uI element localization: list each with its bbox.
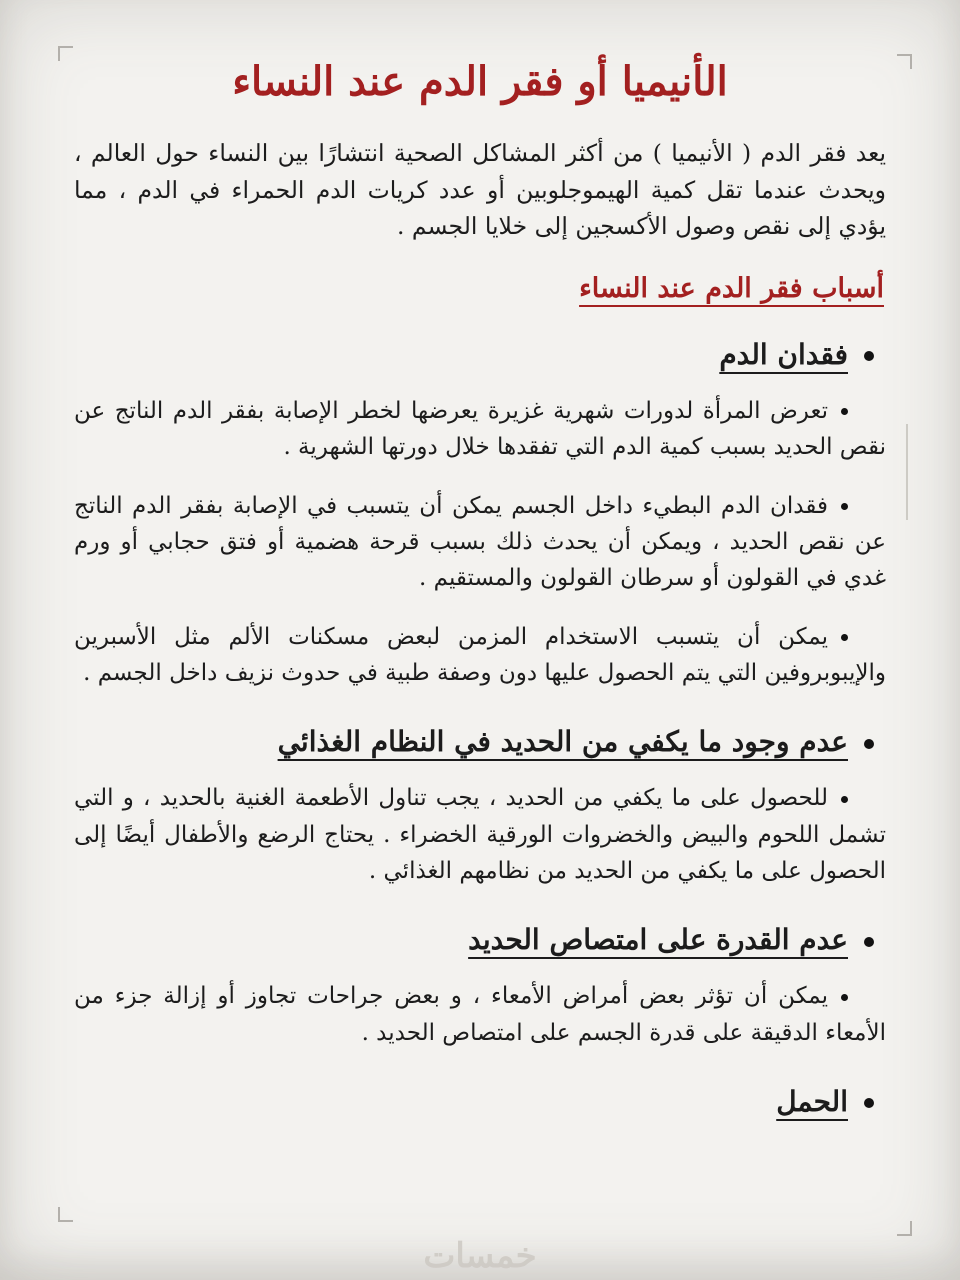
cause-heading <box>74 338 886 371</box>
crop-mark-top-left-icon <box>58 46 73 61</box>
bullet-icon <box>841 796 848 803</box>
bullet-item <box>74 393 886 466</box>
bullet-icon <box>841 503 848 510</box>
cause-heading <box>74 923 886 956</box>
cause-heading-text: الحمل <box>776 1084 848 1118</box>
cause-heading-text: فقدان الدم <box>719 337 848 371</box>
cause-heading-text: عدم وجود ما يكفي من الحديد في النظام الغذائي <box>277 725 848 759</box>
bullet-text: يمكن أن تؤثر بعض أمراض الأمعاء ، و بعض جراحات تجاوز أو إزالة جزء من الأمعاء الدقيقة على قدرة الجسم على امتصاص الحديد . <box>74 983 886 1046</box>
cause-heading <box>74 1085 886 1118</box>
document-content <box>74 58 886 1140</box>
bullet-icon <box>864 351 874 361</box>
bullet-item <box>74 488 886 597</box>
cause-section-iron-absorption <box>74 923 886 1051</box>
causes-heading <box>76 273 884 304</box>
bullet-text: تعرض المرأة لدورات شهرية غزيرة يعرضها لخطر الإصابة بفقر الدم الناتج عن نقص الحديد بسبب كمية الدم التي تفقدها خلال دورتها الشهرية . <box>74 397 886 461</box>
cause-section-diet-iron <box>74 725 886 889</box>
bullet-icon <box>841 994 848 1001</box>
bullet-item <box>74 780 886 889</box>
bullet-icon <box>864 937 874 947</box>
cause-section-pregnancy <box>74 1085 886 1118</box>
bullet-icon <box>864 739 874 749</box>
bullet-icon <box>841 408 848 415</box>
crop-mark-top-right-icon <box>897 54 912 69</box>
causes-heading-text: أسباب فقر الدم عند النساء <box>579 272 884 304</box>
bullet-icon <box>864 1098 874 1108</box>
cause-heading-text: عدم القدرة على امتصاص الحديد <box>468 923 848 957</box>
watermark: خمسات <box>423 1236 537 1276</box>
cause-heading <box>74 725 886 758</box>
crop-mark-bottom-right-icon <box>897 1221 912 1236</box>
intro-paragraph: يعد فقر الدم ( الأنيميا ) من أكثر المشاكل الصحية انتشارًا بين النساء حول العالم ، ويحدث عندما تقل كمية الهيموجلوبين أو عدد كريات الدم الحمراء في الدم ، مما يؤدي إلى نقص وصول الأكسجين إلى خلايا الجسم . <box>74 139 886 241</box>
cause-section-blood-loss <box>74 338 886 691</box>
bullet-text: للحصول على ما يكفي من الحديد ، يجب تناول الأطعمة الغنية بالحديد ، و التي تشمل اللحوم والبيض والخضروات الورقية الخضراء . يحتاج الرضع والأطفال أيضًا إلى الحصول على ما يكفي من الحديد من نظامهم الغذائي . <box>74 785 886 884</box>
bullet-text: يمكن أن يتسبب الاستخدام المزمن لبعض مسكنات الألم مثل الأسبرين والإيبوبروفين التي يتم الحصول عليها دون وصفة طبية في حدوث نزيف داخل الجسم . <box>74 623 886 686</box>
bullet-item <box>74 978 886 1051</box>
bullet-item <box>74 619 886 692</box>
page-title: الأنيميا أو فقر الدم عند النساء <box>232 58 728 105</box>
bullet-text: فقدان الدم البطيء داخل الجسم يمكن أن يتسبب في الإصابة بفقر الدم الناتج عن نقص الحديد ، ويمكن أن يحدث ذلك بسبب قرحة هضمية أو فتق حجابي أو ورم غدي في القولون أو سرطان القولون والمستقيم . <box>74 492 886 592</box>
scan-artifact-line <box>906 424 908 520</box>
bullet-icon <box>841 634 848 641</box>
crop-mark-bottom-left-icon <box>58 1207 73 1222</box>
